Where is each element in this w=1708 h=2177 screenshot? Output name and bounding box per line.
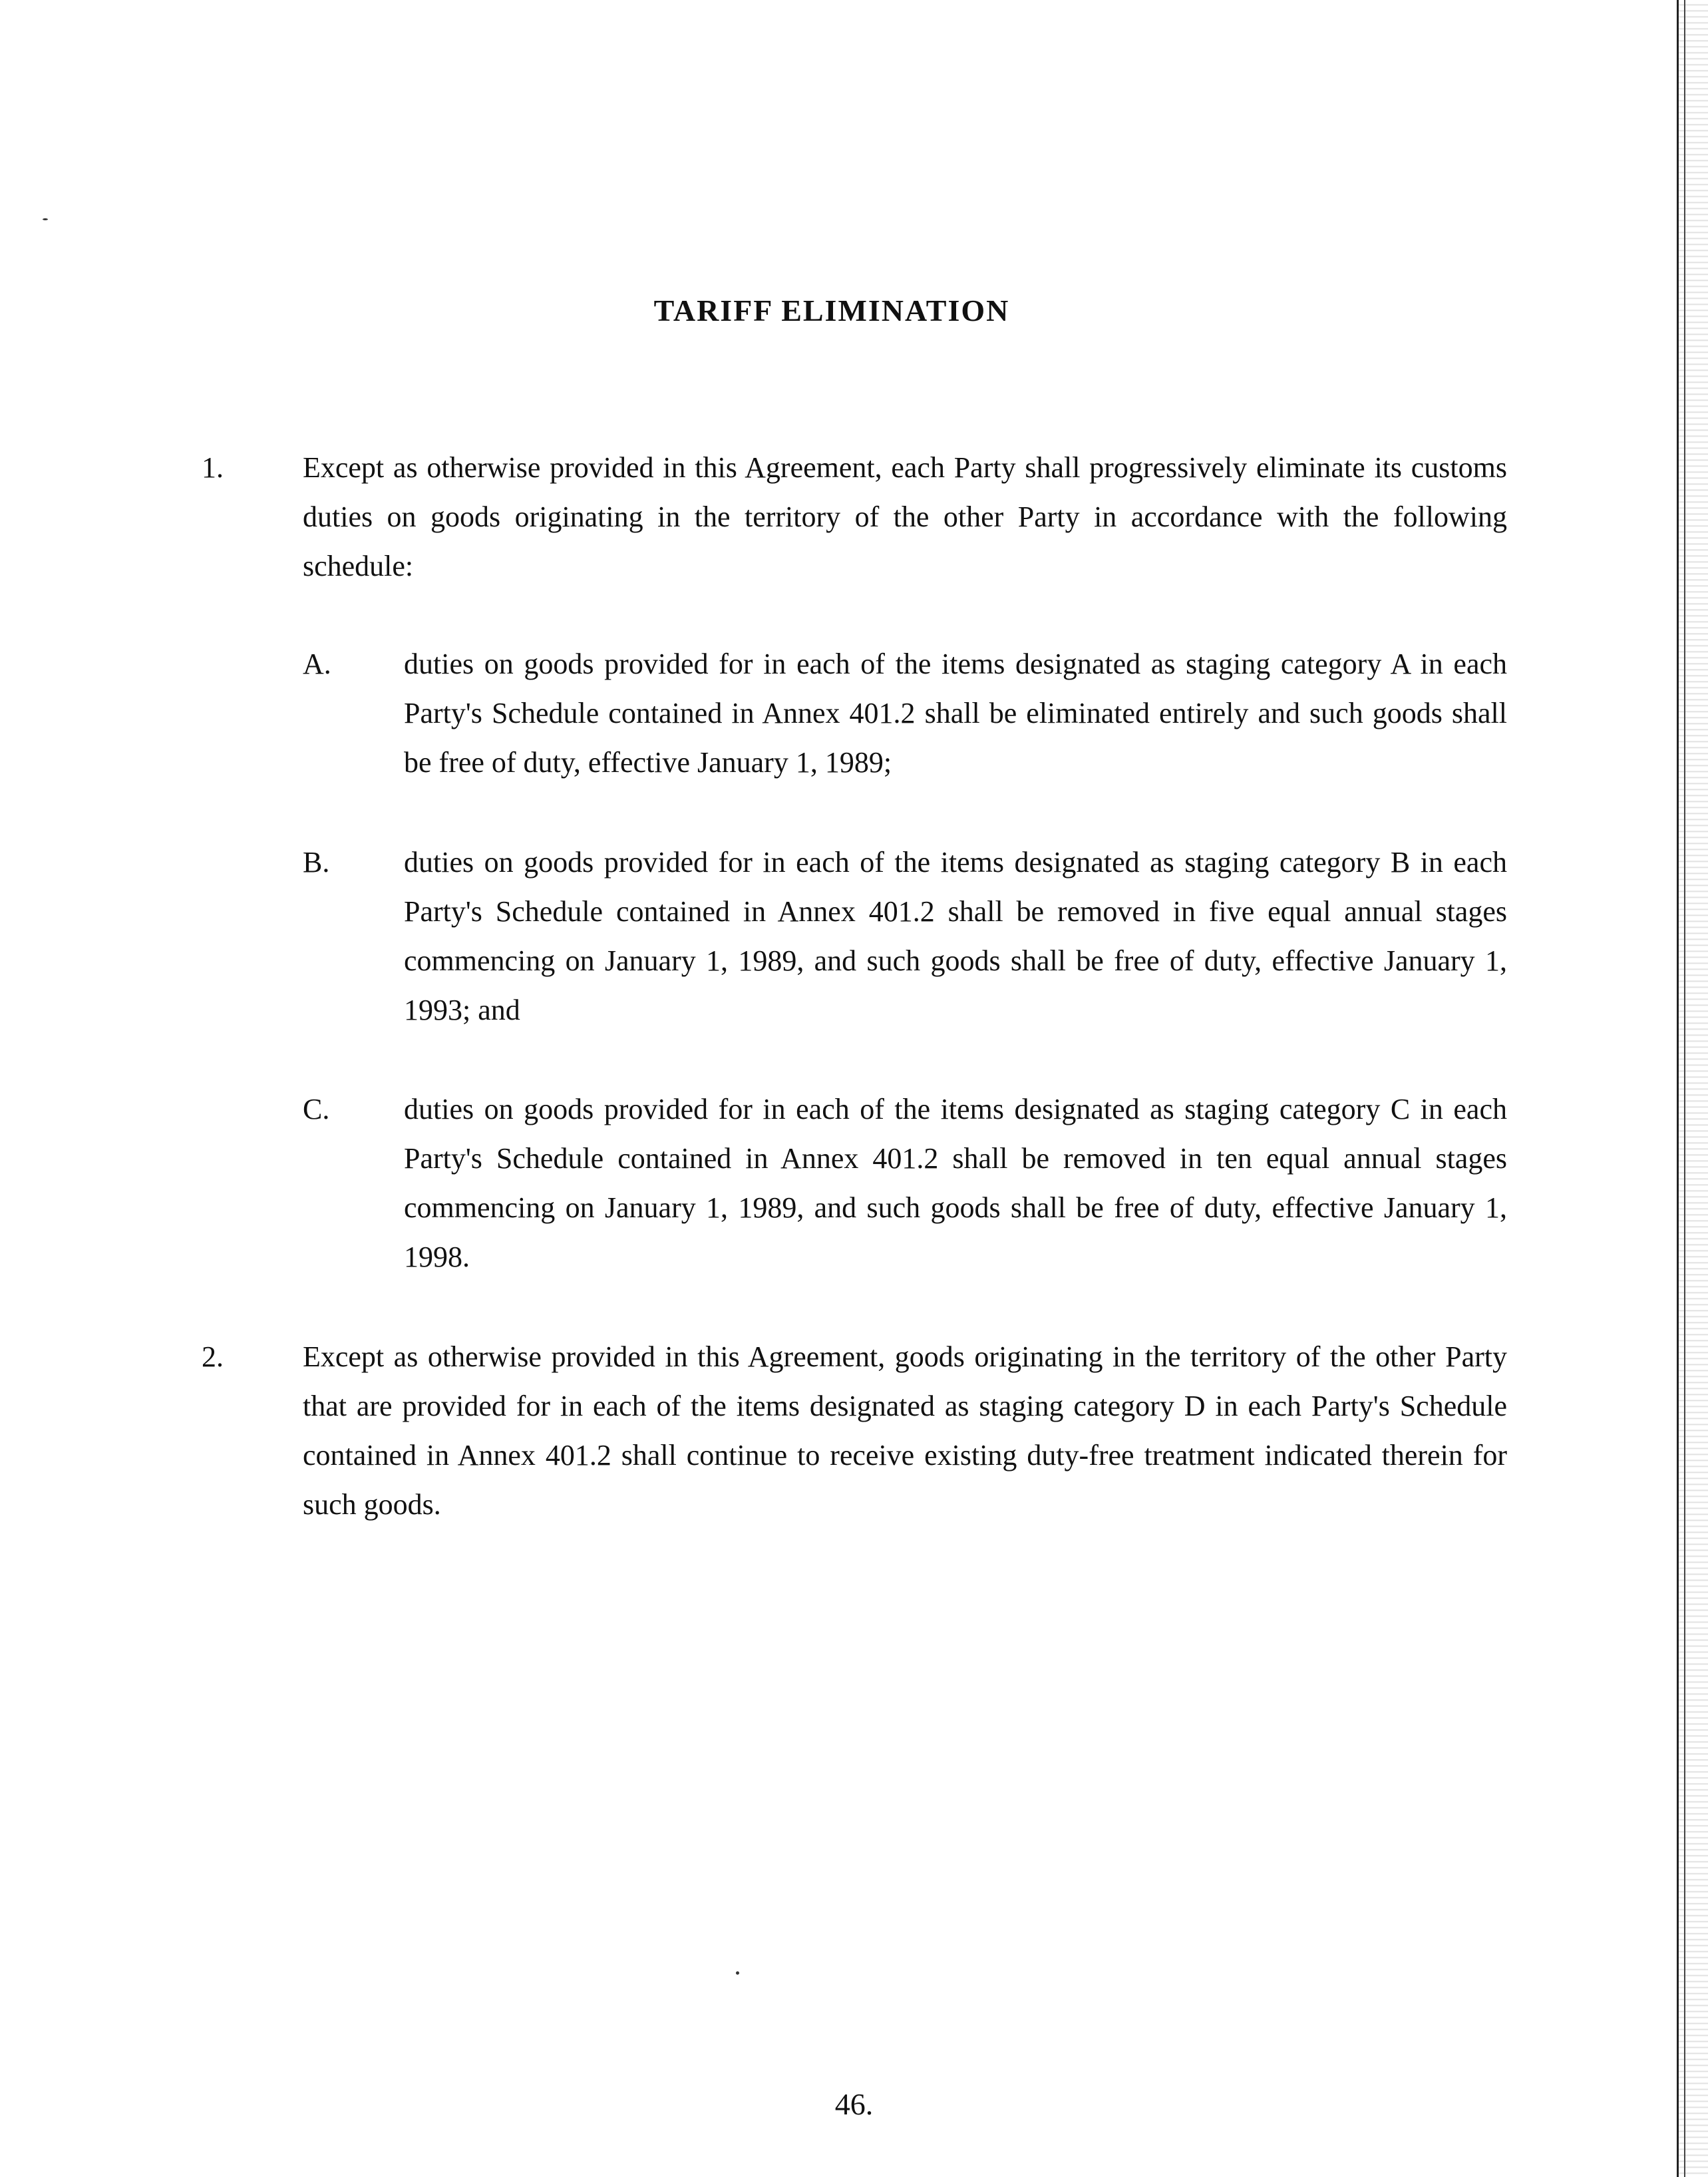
subitem-a-text: duties on goods provided for in each of the items designated as staging category A in each Party's Schedule contained in Annex 401.2 shall be eliminated entirely and such goods shall be free of duty, effective January 1, 1989; — [404, 648, 1507, 779]
subitem-c-letter: C. — [303, 1093, 330, 1125]
scan-speck — [43, 218, 48, 220]
subitem-b-letter: B. — [303, 846, 330, 879]
paragraph-1-text: Except as otherwise provided in this Agreement, each Party shall progressively eliminate its customs duties on goods originating in the territory of the other Party in accordance with the following schedule: — [303, 451, 1507, 582]
subitem-a-letter: A. — [303, 648, 331, 680]
paragraph-1-number: 1. — [202, 451, 224, 484]
subitem-b-text: duties on goods provided for in each of the items designated as staging category B in each Party's Schedule contained in Annex 401.2 shall be removed in five equal annual stages commencing on January 1, 1989, and such goods shall be free of duty, effective January 1, 1993; and — [404, 846, 1507, 1026]
scanned-page-edge — [1677, 0, 1708, 2177]
paragraph-2-number: 2. — [202, 1340, 224, 1373]
scan-speck — [736, 1971, 739, 1975]
paragraph-2-text: Except as otherwise provided in this Agreement, goods originating in the territory of the other Party that are provided for in each of the items designated as staging category D in each Party's Schedule contained in Annex 401.2 shall continue to receive existing duty-free treatment indicated therein for such goods. — [303, 1340, 1507, 1521]
subitem-c-text: duties on goods provided for in each of the items designated as staging category C in each Party's Schedule contained in Annex 401.2 shall be removed in ten equal annual stages commencing on January 1, 1989, and such goods shall be free of duty, effective January 1, 1998. — [404, 1093, 1507, 1273]
document-title: TARIFF ELIMINATION — [653, 294, 1010, 327]
page-number: 46. — [834, 2087, 874, 2121]
